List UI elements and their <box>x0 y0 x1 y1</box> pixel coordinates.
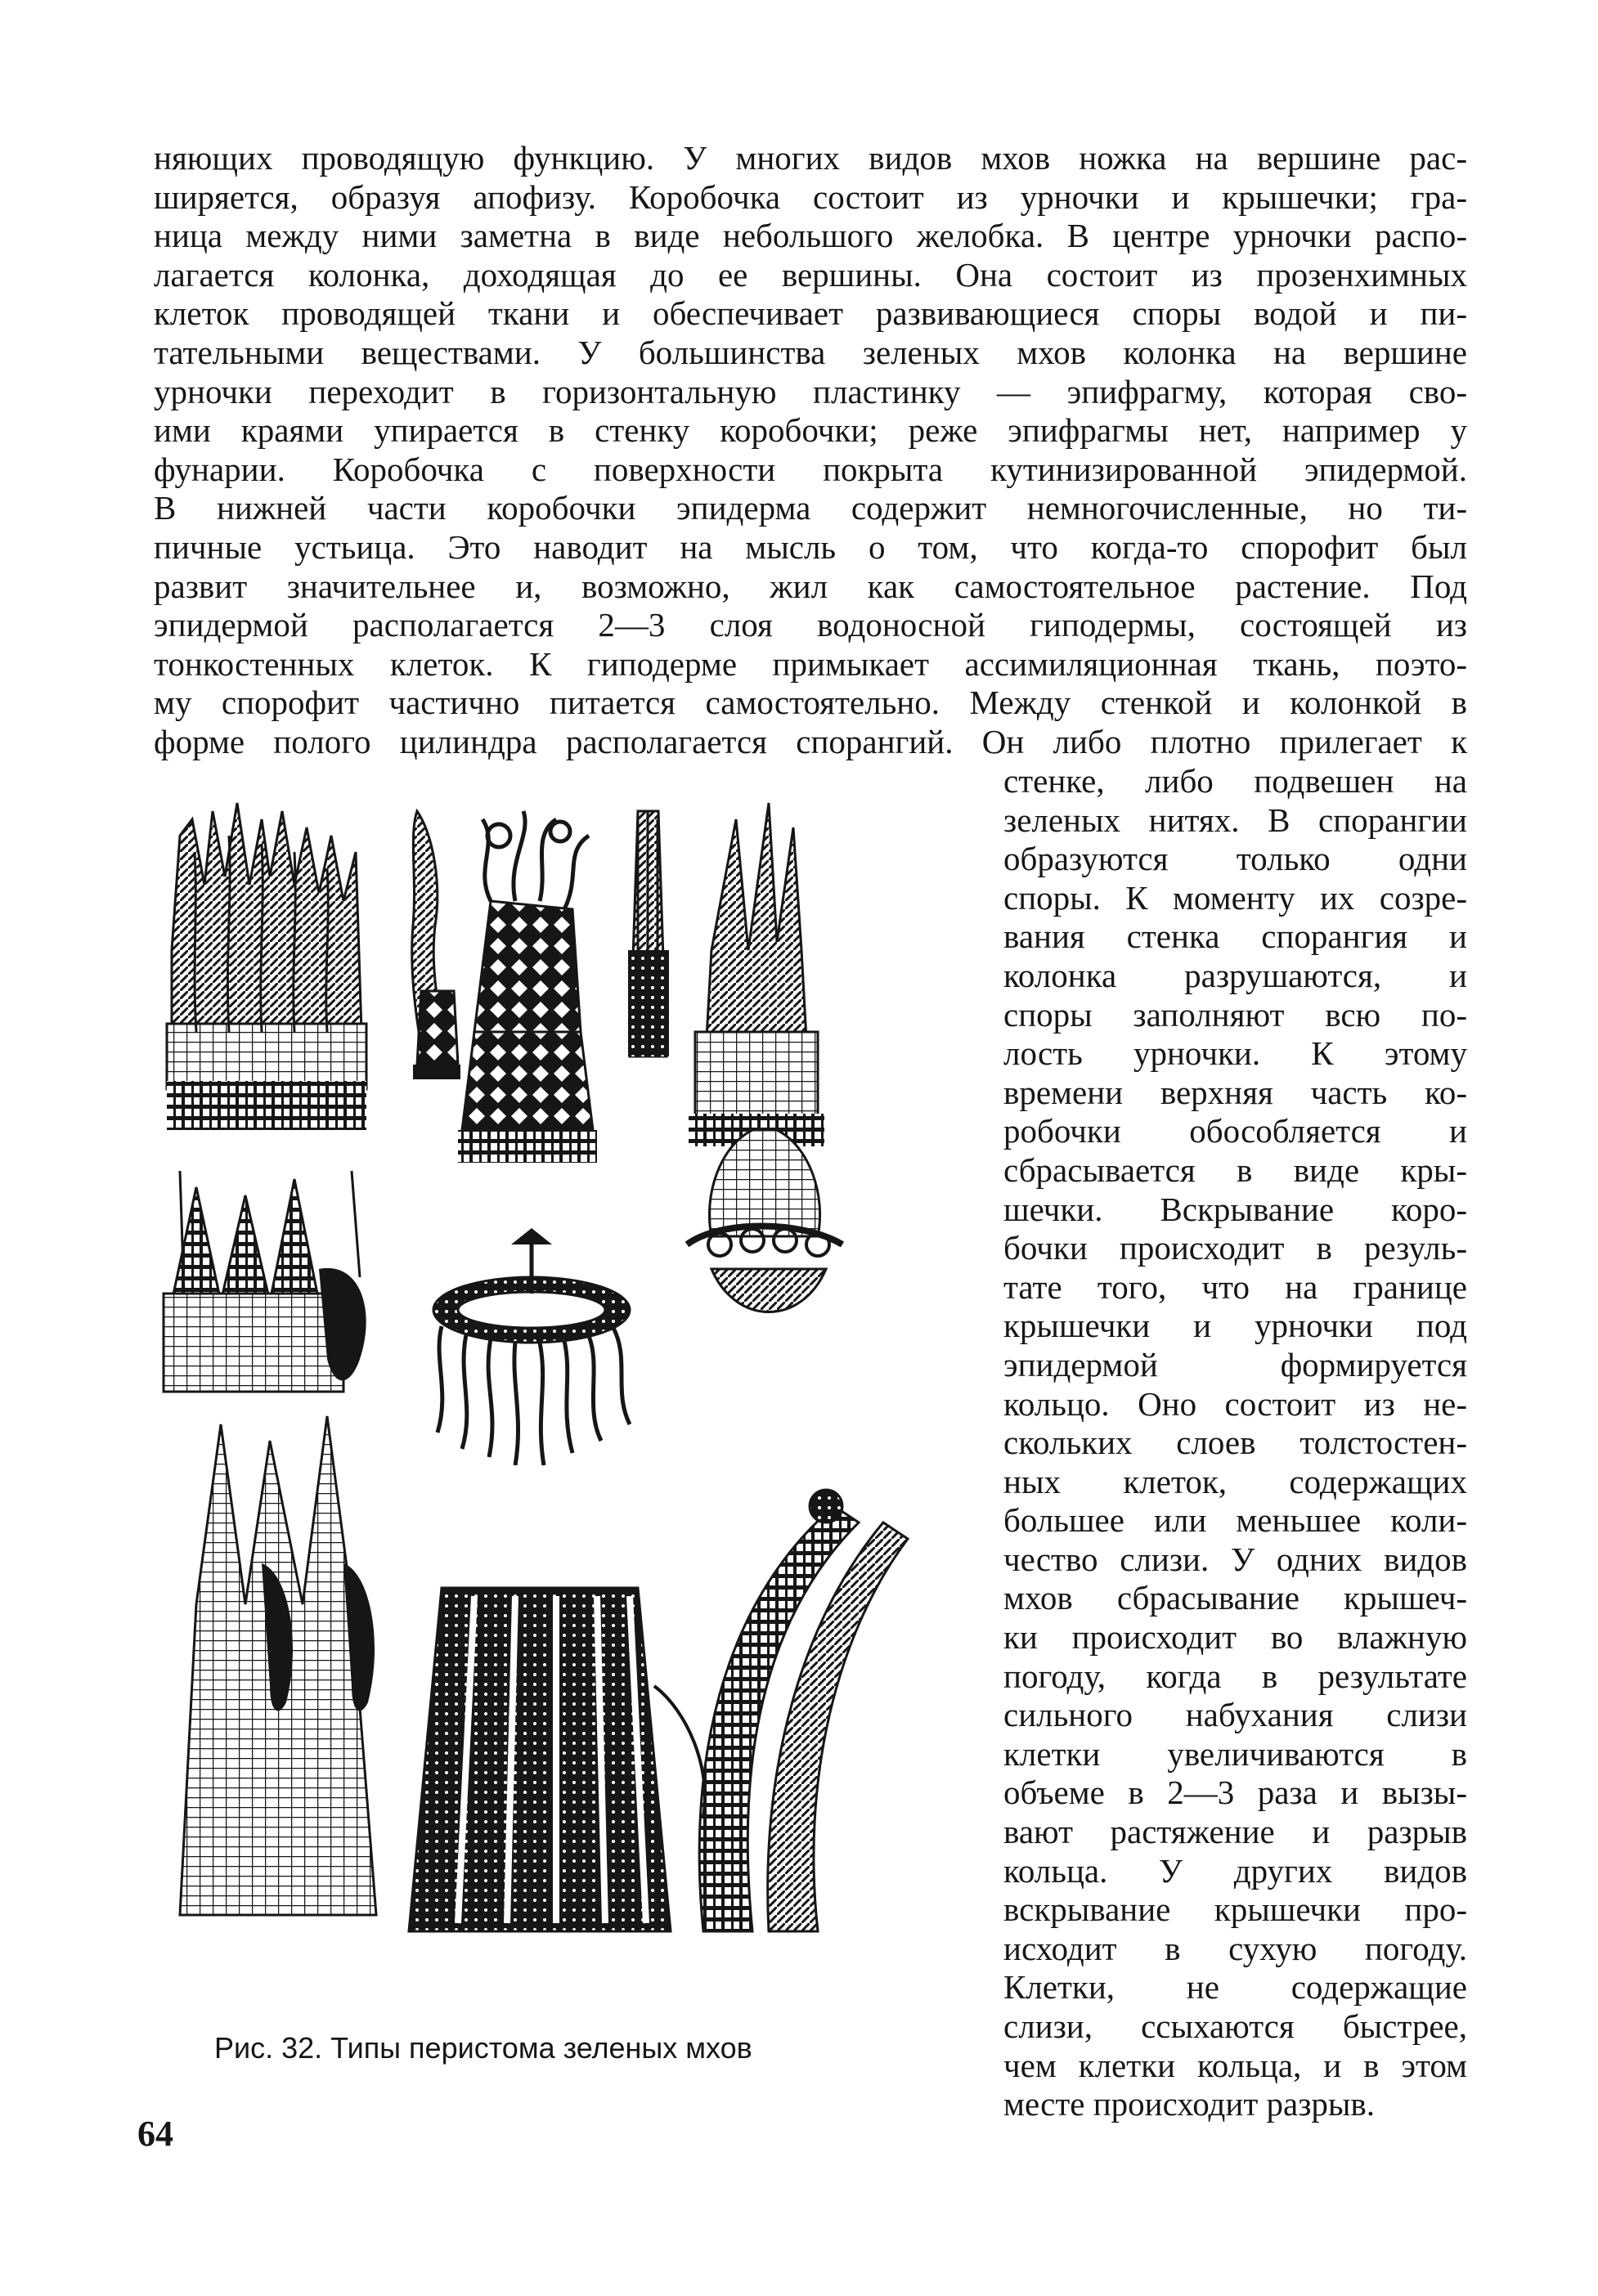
text-line: сильного набухания слизи <box>1003 1696 1467 1734</box>
text-line: эпидермой располагается 2—3 слоя водоносной гиподермы, состоящей из <box>154 606 1467 644</box>
peristome-drawing-g <box>433 1228 630 1465</box>
peristome-figure <box>147 787 973 2013</box>
text-line: му спорофит частично питается самостоятельно. Между стенкой и колонкой в <box>154 684 1467 722</box>
text-line: вают растяжение и разрыв <box>1003 1813 1467 1851</box>
peristome-drawing-i <box>180 1416 376 1915</box>
text-line: кольцо. Оно состоит из не- <box>1003 1384 1467 1423</box>
peristome-drawing-j <box>409 1588 671 1931</box>
text-line: крышечки и урночки под <box>1003 1307 1467 1345</box>
text-line: времени верхняя часть ко- <box>1003 1073 1467 1111</box>
text-line: зеленых нитях. В спорангии <box>1003 800 1467 839</box>
text-line: няющих проводящую функцию. У многих видов мхов ножка на вершине рас- <box>154 139 1467 177</box>
text-line: эпидермой формируется <box>1003 1345 1467 1383</box>
text-line: мхов сбрасывание крышеч- <box>1003 1579 1467 1617</box>
text-line: тательными веществами. У большинства зеленых мхов колонка на вершине <box>154 333 1467 371</box>
text-line: клеток проводящей ткани и обеспечивает развивающиеся споры водой и пи- <box>154 294 1467 333</box>
page-number: 64 <box>137 2114 173 2154</box>
text-line: скольких слоев толстостен- <box>1003 1424 1467 1462</box>
text-line: стенке, либо подвешен на <box>1003 762 1467 800</box>
peristome-drawing-f <box>164 1171 366 1392</box>
text-line: тонкостенных клеток. К гиподерме примыкает ассимиляционная ткань, поэто- <box>154 644 1467 683</box>
text-line: ширяется, образуя апофизу. Коробочка состоит из урночки и крышечки; гра- <box>154 177 1467 216</box>
text-line: развит значительнее и, возможно, жил как самостоятельное растение. Под <box>154 567 1467 605</box>
text-line: шечки. Вскрывание коро- <box>1003 1190 1467 1228</box>
text-line: ими краями упирается в стенку коробочки; реже эпифрагмы нет, например у <box>154 411 1467 450</box>
text-line: споры. К моменту их созре- <box>1003 878 1467 917</box>
text-line: В нижней части коробочки эпидерма содержит немногочисленные, но ти- <box>154 489 1467 527</box>
peristome-drawing-b <box>412 811 460 1079</box>
peristome-drawing-a <box>167 803 366 1130</box>
peristome-drawing-h <box>687 1130 842 1312</box>
text-line: пичные устьица. Это наводит на мысль о том, что когда-то спорофит был <box>154 527 1467 566</box>
text-line: большее или меньшее коли- <box>1003 1501 1467 1540</box>
text-line: споры заполняют всю по- <box>1003 995 1467 1034</box>
text-line: лагается колонка, доходящая до ее вершины. Она состоит из прозенхимных <box>154 255 1467 294</box>
text-line: ных клеток, содержащих <box>1003 1462 1467 1500</box>
text-line: лость урночки. К этому <box>1003 1034 1467 1073</box>
peristome-drawing-d <box>628 811 669 1056</box>
text-line: месте происходит разрыв. <box>1003 2085 1376 2123</box>
text-line: сбрасывается в виде кры- <box>1003 1150 1467 1189</box>
peristome-drawing-e <box>689 803 824 1146</box>
text-line: Клетки, не содержащие <box>1003 1968 1467 2007</box>
text-line: тате того, что на границе <box>1003 1267 1467 1306</box>
text-line: урночки переходит в горизонтальную пластинку — эпифрагму, которая сво- <box>154 372 1467 410</box>
peristome-drawing-c <box>458 811 597 1163</box>
text-line: вания стенка спорангия и <box>1003 917 1467 956</box>
text-line: бочки происходит в резуль- <box>1003 1229 1467 1267</box>
body-text-right-column <box>1003 762 1467 2124</box>
text-line: ки происходит во влажную <box>1003 1618 1467 1657</box>
figure-caption: Рис. 32. Типы перистома зеленых мхов <box>214 2031 752 2065</box>
text-line: слизи, ссыхаются быстрее, <box>1003 2007 1467 2045</box>
text-line: чество слизи. У одних видов <box>1003 1540 1467 1578</box>
text-line: вскрывание крышечки про- <box>1003 1890 1467 1929</box>
text-line: фунарии. Коробочка с поверхности покрыта кутинизированной эпидермой. <box>154 450 1467 488</box>
text-line: чем клетки кольца, и в этом <box>1003 2046 1467 2084</box>
body-text-top <box>154 139 1467 762</box>
text-line: объеме в 2—3 раза и вызы- <box>1003 1774 1467 1812</box>
text-line: погоду, когда в результате <box>1003 1657 1467 1695</box>
text-line: робочки обособляется и <box>1003 1112 1467 1150</box>
text-line: кольца. У других видов <box>1003 1851 1467 1890</box>
text-line: клетки увеличиваются в <box>1003 1734 1467 1773</box>
text-line: колонка разрушаются, и <box>1003 956 1467 994</box>
text-line: исходит в сухую погоду. <box>1003 1929 1467 1967</box>
peristome-drawing-k <box>654 1490 908 1931</box>
text-line: форме полого цилиндра располагается спорангий. Он либо плотно прилегает к <box>154 722 1467 760</box>
text-line: образуются только одни <box>1003 840 1467 878</box>
text-line: ница между ними заметна в виде небольшого желобка. В центре урночки распо- <box>154 217 1467 255</box>
